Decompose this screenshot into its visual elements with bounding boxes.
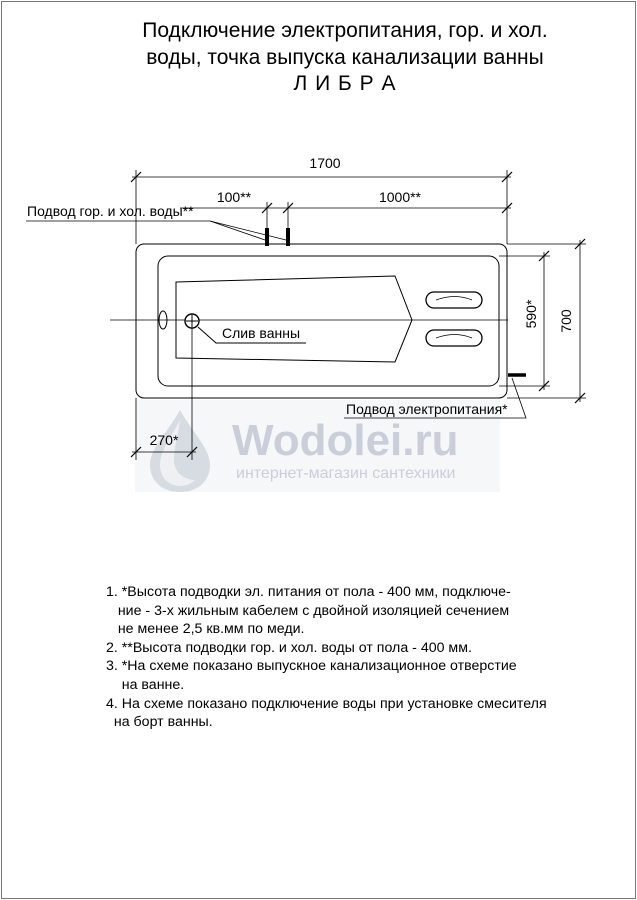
watermark-tagline: интернет-магазин сантехники — [236, 465, 456, 482]
watermark-brand: Wodolei.ru — [232, 416, 459, 465]
power-supply-label: Подвод электропитания* — [346, 401, 508, 417]
dimension-100-label: 100** — [216, 189, 252, 205]
note-line: 2. **Высота подводки гор. и хол. воды от пола - 400 мм. — [106, 639, 472, 656]
dimension-1700-label: 1700 — [309, 155, 341, 171]
dimension-270-label: 270* — [149, 432, 179, 448]
water-pipes — [267, 228, 288, 246]
dimension-590-label: 590* — [523, 299, 539, 329]
note-line: не менее 2,5 кв.мм по меди. — [106, 621, 305, 638]
drain-label: Слив ванны — [222, 325, 301, 341]
dimension-700 — [507, 239, 586, 403]
water-supply-label: Подвод гор. и хол. воды** — [27, 203, 194, 219]
tub-inner-bowl — [158, 256, 499, 386]
note-line: 4. На схеме показано подключение воды при установке смесителя — [106, 695, 547, 712]
dimension-700-label: 700 — [558, 309, 574, 333]
note-line: 1. *Высота подводки эл. питания от пола - 400 мм, подключе- — [106, 584, 511, 600]
grip-upper — [426, 292, 482, 308]
water-leader-cold — [210, 221, 286, 240]
note-line: 3. *На схеме показано выпускное канализационное отверстие — [106, 658, 517, 675]
drain-icon — [185, 314, 199, 328]
dimension-water — [180, 202, 512, 228]
grip-lower — [426, 330, 482, 346]
title-line-1: Подключение электропитания, гор. и хол. — [142, 19, 548, 42]
notes-block — [106, 583, 547, 732]
title-line-3: Л И Б Р А — [293, 72, 397, 95]
tub-bottom-profile — [176, 276, 412, 362]
title-line-2: воды, точка выпуска канализации ванны — [146, 46, 544, 69]
water-leader-hot — [210, 221, 265, 240]
note-line: ние - 3-х жильным кабелем с двойной изоляцией сечением — [106, 602, 510, 619]
dimension-1000-label: 1000** — [378, 189, 422, 205]
note-line: на борт ванны. — [106, 714, 213, 731]
note-line: на ванне. — [106, 676, 185, 693]
